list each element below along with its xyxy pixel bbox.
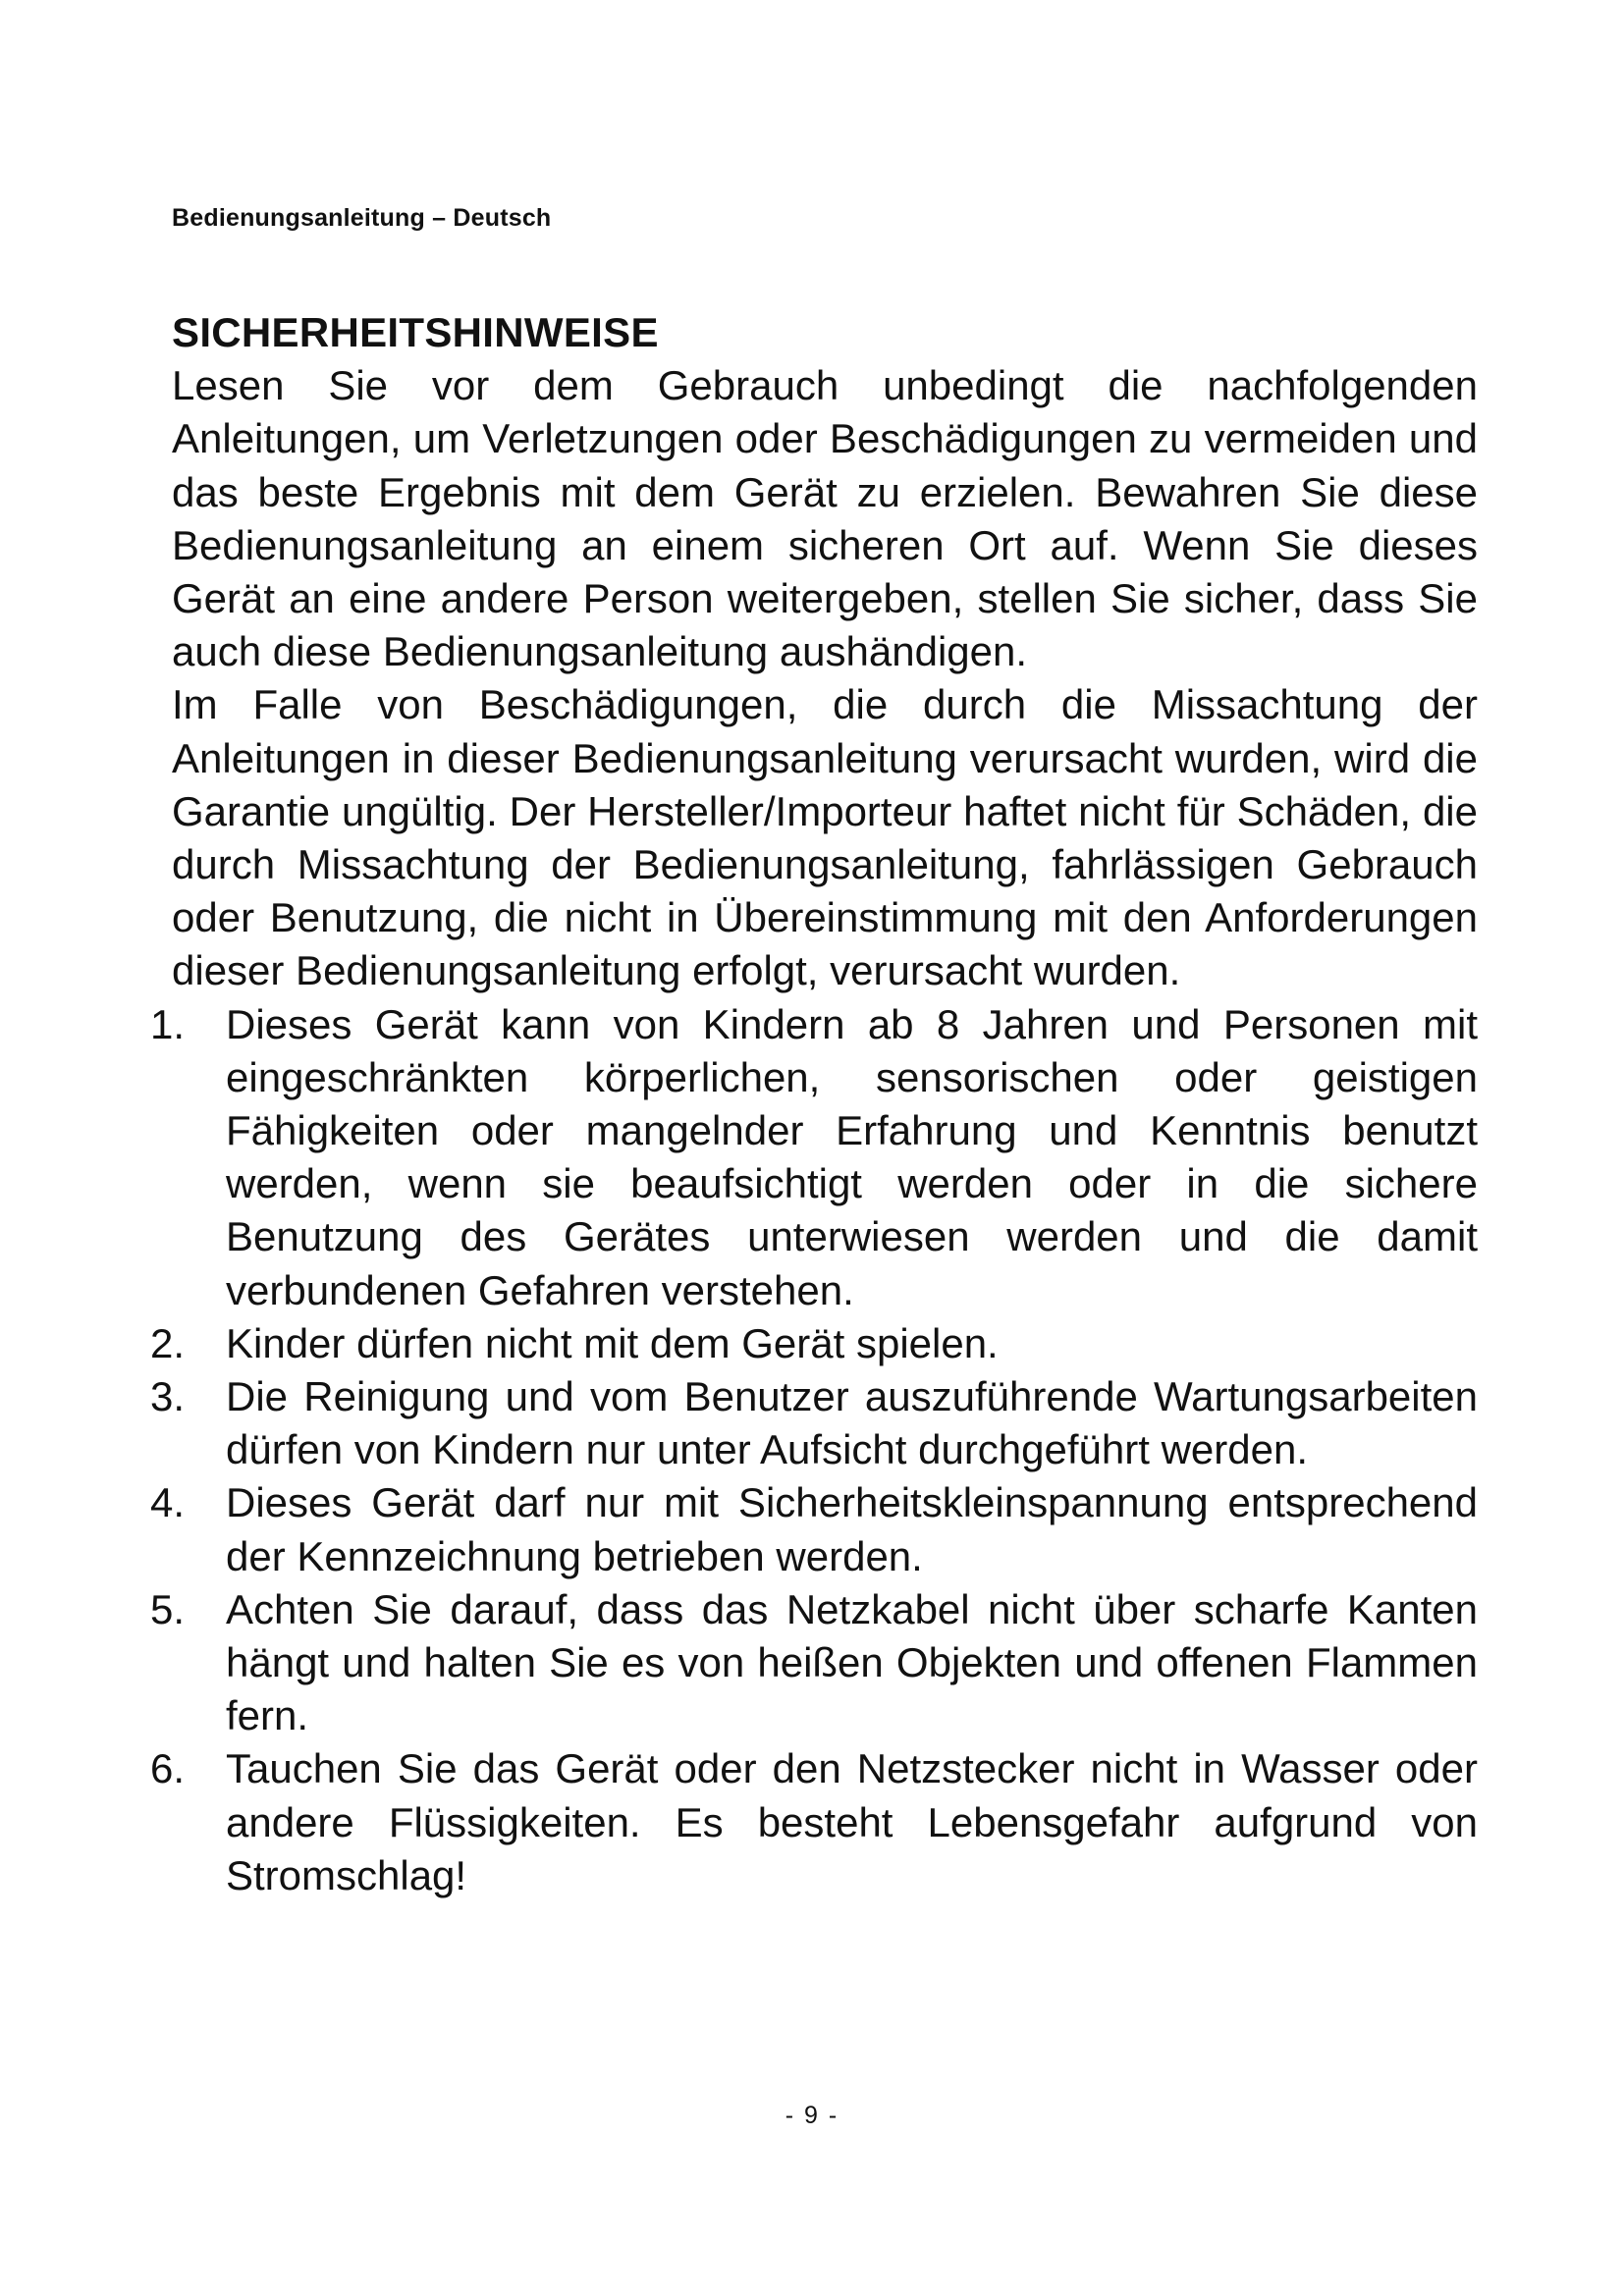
list-item-number: 2.: [150, 1319, 186, 1366]
list-item: [150, 1742, 1478, 1902]
list-item: [150, 1583, 1478, 1743]
section-title: SICHERHEITSHINWEISE: [172, 309, 659, 355]
list-item: [150, 1317, 1478, 1370]
list-item-number: 3.: [150, 1373, 186, 1420]
list-item-text: Tauchen Sie das Gerät oder den Netzstecker nicht in Wasser oder andere Flüssigkeiten. Es besteht Lebensgefahr aufgrund von Stromschlag!: [226, 1745, 1478, 1898]
list-item-number: 5.: [150, 1585, 186, 1632]
list-item-text: Die Reinigung und vom Benutzer auszuführende Wartungsarbeiten dürfen von Kindern nur unter Aufsicht durchgeführt werden.: [226, 1373, 1478, 1473]
list-item-number: 4.: [150, 1479, 186, 1526]
running-header: Bedienungsanleitung – Deutsch: [172, 204, 552, 232]
intro-paragraph: Lesen Sie vor dem Gebrauch unbedingt die nachfolgenden Anleitungen, um Verletzungen oder Beschädigungen zu vermeiden und das beste Ergebnis mit dem Gerät zu erzielen. Bewahren Sie diese Bedienungsanleitung an einem sicheren Ort auf. Wenn Sie dieses Gerät an eine andere Person weitergeben, stellen Sie sicher, dass Sie auch diese Bedienungsanleitung aushändigen.: [172, 362, 1478, 675]
list-item-text: Achten Sie darauf, dass das Netzkabel nicht über scharfe Kanten hängt und halten Sie es von heißen Objekten und offenen Flammen fern.: [226, 1585, 1478, 1739]
list-item: [150, 1370, 1478, 1476]
list-item: [150, 998, 1478, 1317]
list-item: [150, 1476, 1478, 1582]
page-number: - 9 -: [785, 2102, 839, 2129]
warranty-paragraph: Im Falle von Beschädigungen, die durch die Missachtung der Anleitungen in dieser Bedienungsanleitung verursacht wurden, wird die Garantie ungültig. Der Hersteller/Importeur haftet nicht für Schäden, die durch Missachtung der Bedienungsanleitung, fahrlässigen Gebrauch oder Benutzung, die nicht in Übereinstimmung mit den Anforderungen dieser Bedienungsanleitung erfolgt, verursacht wurden.: [172, 681, 1478, 994]
list-item-number: 6.: [150, 1745, 186, 1792]
list-item-text: Dieses Gerät kann von Kindern ab 8 Jahren und Personen mit eingeschränkten körperlichen, sensorischen oder geistigen Fähigkeiten oder mangelnder Erfahrung und Kenntnis benutzt werden, wenn sie beaufsichtigt werden oder in die sichere Benutzung des Gerätes unterwiesen werden und die damit verbundenen Gefahren verstehen.: [226, 1000, 1478, 1313]
safety-section: [150, 306, 1478, 1902]
list-item-text: Dieses Gerät darf nur mit Sicherheitskleinspannung entsprechend der Kennzeichnung betrieben werden.: [226, 1479, 1478, 1579]
list-item-text: Kinder dürfen nicht mit dem Gerät spielen.: [226, 1319, 999, 1366]
safety-list: [150, 998, 1478, 1902]
list-item-number: 1.: [150, 1000, 186, 1047]
